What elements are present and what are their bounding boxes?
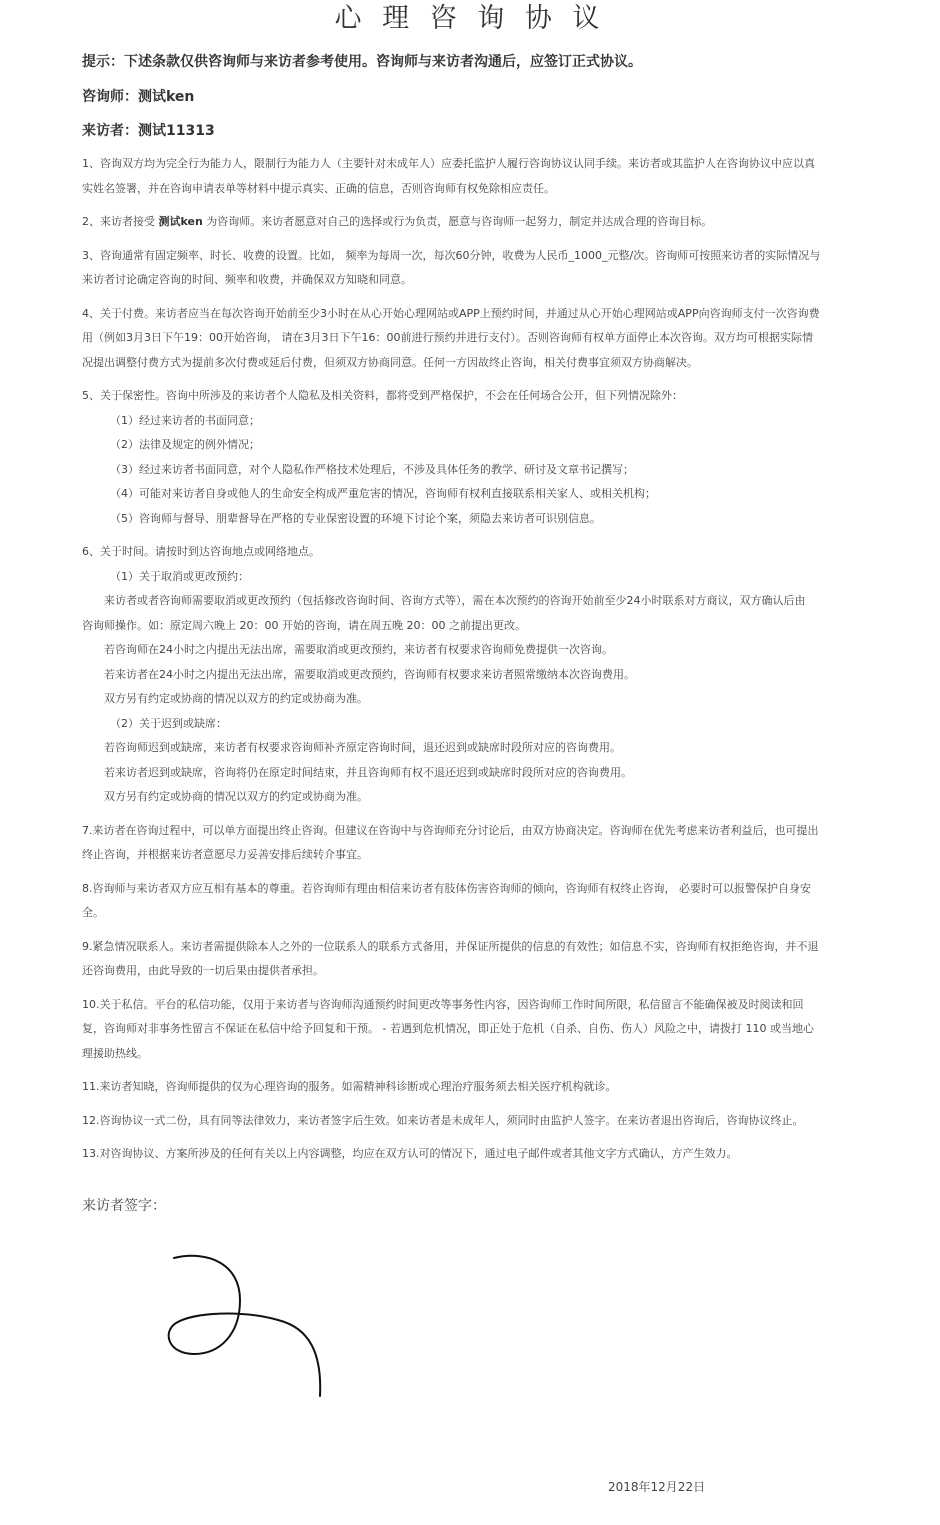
signature-label: 来访者签字： xyxy=(82,1198,166,1214)
clause-line: 来访者讨论确定咨询的时间、频率和收费，并确保双方知晓和同意。 xyxy=(82,273,412,286)
clause-heading: 5、关于保密性。咨询中所涉及的来访者个人隐私及相关资料，都将受到严格保护，不会在任何场合公开，但下列情况除外： xyxy=(82,389,683,402)
clause-line: 若咨询师在24小时之内提出无法出席，需要取消或更改预约，来访者有权要求咨询师免费提供一次咨询。 xyxy=(104,643,613,656)
clause-line: 4、关于付费。来访者应当在每次咨询开始前至少3小时在从心开始心理网站或APP上预约时间，并通过从心开始心理网站或APP向咨询师支付一次咨询费 xyxy=(82,306,820,320)
clause-2 xyxy=(82,210,858,235)
clause-line: 况提出调整付费方式为提前多次付费或延后付费，但须双方协商同意。任何一方因故终止咨询，相关付费事宜须双方协商解决。 xyxy=(82,355,698,369)
clause-line: 13.对咨询协议、方案所涉及的任何有关以上内容调整，均应在双方认可的情况下，通过电子邮件或者其他文字方式确认，方产生效力。 xyxy=(82,1147,738,1160)
clause-line: 还咨询费用，由此导致的一切后果由提供者承担。 xyxy=(82,964,324,977)
confidentiality-item: （4）可能对来访者自身或他人的生命安全构成严重危害的情况，咨询师有权利直接联系相关家人、或相关机构； xyxy=(110,487,656,500)
clause-2-suffix: 为咨询师。来访者愿意对自己的选择或行为负责，愿意与咨询师一起努力，制定并达成合理的咨询目标。 xyxy=(202,215,713,228)
clause-line: 理援助热线。 xyxy=(82,1046,148,1060)
confidentiality-item: （2）法律及规定的例外情况； xyxy=(110,438,260,451)
handwritten-signature xyxy=(160,1250,340,1400)
clause-1 xyxy=(82,152,858,201)
subsection-late-heading: （2）关于迟到或缺席： xyxy=(110,716,227,730)
confidentiality-item: （1）经过来访者的书面同意； xyxy=(110,413,260,427)
clause-line: 若来访者在24小时之内提出无法出席，需要取消或更改预约，咨询师有权要求来访者照常缴纳本次咨询费用。 xyxy=(104,667,635,681)
clause-line: 若来访者迟到或缺席，咨询将仍在原定时间结束，并且咨询师有权不退还迟到或缺席时段所对应的咨询费用。 xyxy=(104,765,632,779)
clause-line: 1、咨询双方均为完全行为能力人，限制行为能力人（主要针对未成年人）应委托监护人履行咨询协议认同手续。来访者或其监护人在咨询协议中应以真 xyxy=(82,157,815,170)
clause-line: 终止咨询，并根据来访者意愿尽力妥善安排后续转介事宜。 xyxy=(82,848,368,861)
clause-line: 实姓名签署，并在咨询申请表单等材料中提示真实、正确的信息，否则咨询师有权免除相应责任。 xyxy=(82,181,555,195)
clause-line: 12.咨询协议一式二份，具有同等法律效力，来访者签字后生效。如来访者是未成年人，须同时由监护人签字。在来访者退出咨询后，咨询协议终止。 xyxy=(82,1113,804,1127)
clause-6 xyxy=(82,540,858,810)
confidentiality-item: （5）咨询师与督导、朋辈督导在严格的专业保密设置的环境下讨论个案，须隐去来访者可识别信息。 xyxy=(110,511,601,525)
counselor-name: 咨询师：测试ken xyxy=(82,89,195,105)
hint-text: 提示：下述条款仅供咨询师与来访者参考使用。咨询师与来访者沟通后，应签订正式协议。 xyxy=(82,54,642,70)
clause-heading: 6、关于时间。请按时到达咨询地点或网络地点。 xyxy=(82,545,320,558)
clause-line: 咨询师操作。如：原定周六晚上 20：00 开始的咨询，请在周五晚 20：00 之前提出更改。 xyxy=(82,618,526,632)
subsection-cancel-heading: （1）关于取消或更改预约： xyxy=(110,569,249,583)
clause-line xyxy=(82,210,858,235)
clause-10 xyxy=(82,993,858,1067)
clause-line: 双方另有约定或协商的情况以双方的约定或协商为准。 xyxy=(104,790,368,803)
clause-4 xyxy=(82,302,858,376)
clause-7 xyxy=(82,819,858,868)
clause-line: 3、咨询通常有固定频率、时长、收费的设置。比如， 频率为每周一次，每次60分钟，收费为人民币_1000_元整/次。咨询师可按照来访者的实际情况与 xyxy=(82,248,821,262)
clause-13 xyxy=(82,1142,858,1167)
clause-11 xyxy=(82,1075,858,1100)
clause-line: 10.关于私信。平台的私信功能，仅用于来访者与咨询师沟通预约时间更改等事务性内容，因咨询师工作时间所限，私信留言不能确保被及时阅读和回 xyxy=(82,997,804,1011)
clause-line: 来访者或者咨询师需要取消或更改预约（包括修改咨询时间、咨询方式等），需在本次预约的咨询开始前至少24小时联系对方商议，双方确认后由 xyxy=(104,594,806,607)
clause-line: 全。 xyxy=(82,906,104,919)
clause-8 xyxy=(82,877,858,926)
clause-list xyxy=(82,152,858,1176)
clause-line: 8.咨询师与来访者双方应互相有基本的尊重。若咨询师有理由相信来访者有肢体伤害咨询师的倾向，咨询师有权终止咨询， 必要时可以报警保护自身安 xyxy=(82,881,811,895)
clause-12 xyxy=(82,1109,858,1134)
clause-9 xyxy=(82,935,858,984)
clause-line: 若咨询师迟到或缺席，来访者有权要求咨询师补齐原定咨询时间，退还迟到或缺席时段所对应的咨询费用。 xyxy=(104,741,621,754)
clause-line: 复，咨询师对非事务性留言不保证在私信中给予回复和干预。 - 若遇到危机情况，即正处于危机（自杀、自伤、伤人）风险之中，请拨打 110 或当地心 xyxy=(82,1022,814,1035)
confidentiality-item: （3）经过来访者书面同意，对个人隐私作严格技术处理后，不涉及具体任务的教学、研讨及文章书记撰写； xyxy=(110,462,634,476)
clause-3 xyxy=(82,244,858,293)
visitor-name: 来访者：测试11313 xyxy=(82,123,215,139)
clause-line: 7.来访者在咨询过程中，可以单方面提出终止咨询。但建议在咨询中与咨询师充分讨论后，由双方协商决定。咨询师在优先考虑来访者利益后，也可提出 xyxy=(82,823,819,837)
clause-line: 11.来访者知晓，咨询师提供的仅为心理咨询的服务。如需精神科诊断或心理治疗服务须去相关医疗机构就诊。 xyxy=(82,1080,617,1093)
counselor-inline-name: 测试ken xyxy=(158,215,203,228)
clause-line: 9.紧急情况联系人。来访者需提供除本人之外的一位联系人的联系方式备用，并保证所提供的信息的有效性；如信息不实，咨询师有权拒绝咨询，并不退 xyxy=(82,939,819,953)
clause-5 xyxy=(82,384,858,531)
clause-2-prefix: 2、来访者接受 xyxy=(82,215,159,228)
clause-line: 双方另有约定或协商的情况以双方的约定或协商为准。 xyxy=(104,692,368,705)
signature-date: 2018年12月22日 xyxy=(608,1480,706,1494)
document-title: 心 理 咨 询 协 议 xyxy=(334,3,606,34)
clause-line: 用（例如3月3日下午19：00开始咨询， 请在3月3日下午16：00前进行预约并进行支付）。否则咨询师有权单方面停止本次咨询。双方均可根据实际情 xyxy=(82,331,813,344)
